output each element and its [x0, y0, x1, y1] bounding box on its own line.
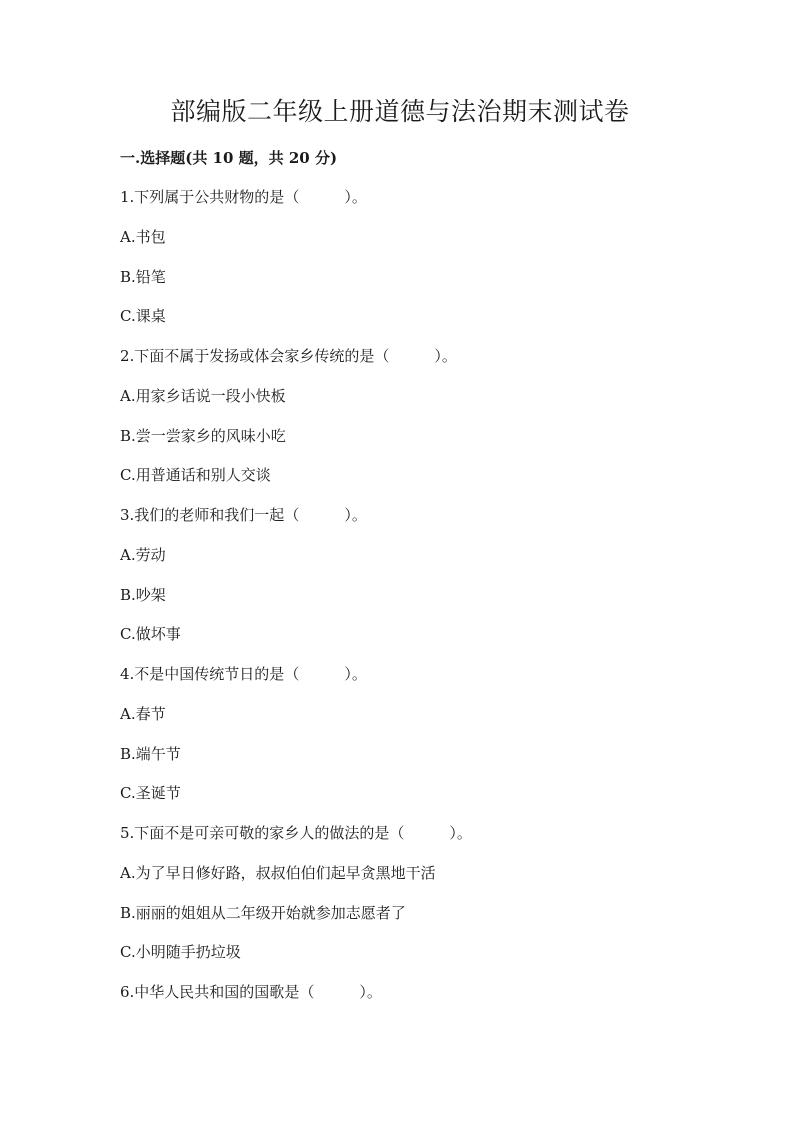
question-list — [120, 186, 720, 1021]
option-b: B.丽丽的姐姐从二年级开始就参加志愿者了 — [120, 903, 406, 922]
section-heading: 一.选择题(共 10 题，共 20 分) — [120, 149, 338, 167]
question-stem: 5.下面不是可亲可敬的家乡人的做法的是（ ）。 — [120, 824, 472, 842]
exam-title: 部编版二年级上册道德与法治期末测试卷 — [170, 97, 630, 126]
question-stem: 3.我们的老师和我们一起（ ）。 — [120, 506, 367, 524]
option-c: C.圣诞节 — [120, 784, 181, 803]
question-stem: 4.不是中国传统节日的是（ ）。 — [120, 665, 367, 683]
option-c: C.小明随手扔垃圾 — [120, 943, 241, 962]
option-c: C.课桌 — [120, 307, 166, 326]
option-a: A.劳动 — [120, 545, 166, 564]
option-b: B.端午节 — [120, 744, 181, 763]
question-stem: 2.下面不属于发扬或体会家乡传统的是（ ）。 — [120, 347, 457, 365]
option-b: B.吵架 — [120, 585, 166, 604]
option-a: A.书包 — [120, 227, 166, 246]
question-stem: 6.中华人民共和国的国歌是（ ）。 — [120, 983, 382, 1001]
option-a: A.春节 — [120, 704, 166, 723]
option-a: A.为了早日修好路，叔叔伯伯们起早贪黑地干活 — [120, 863, 436, 882]
option-b: B.铅笔 — [120, 267, 166, 286]
option-c: C.用普通话和别人交谈 — [120, 466, 271, 485]
option-a: A.用家乡话说一段小快板 — [120, 386, 286, 405]
option-b: B.尝一尝家乡的风味小吃 — [120, 426, 286, 445]
question-stem: 1.下列属于公共财物的是（ ）。 — [120, 188, 367, 206]
option-c: C.做坏事 — [120, 625, 181, 644]
